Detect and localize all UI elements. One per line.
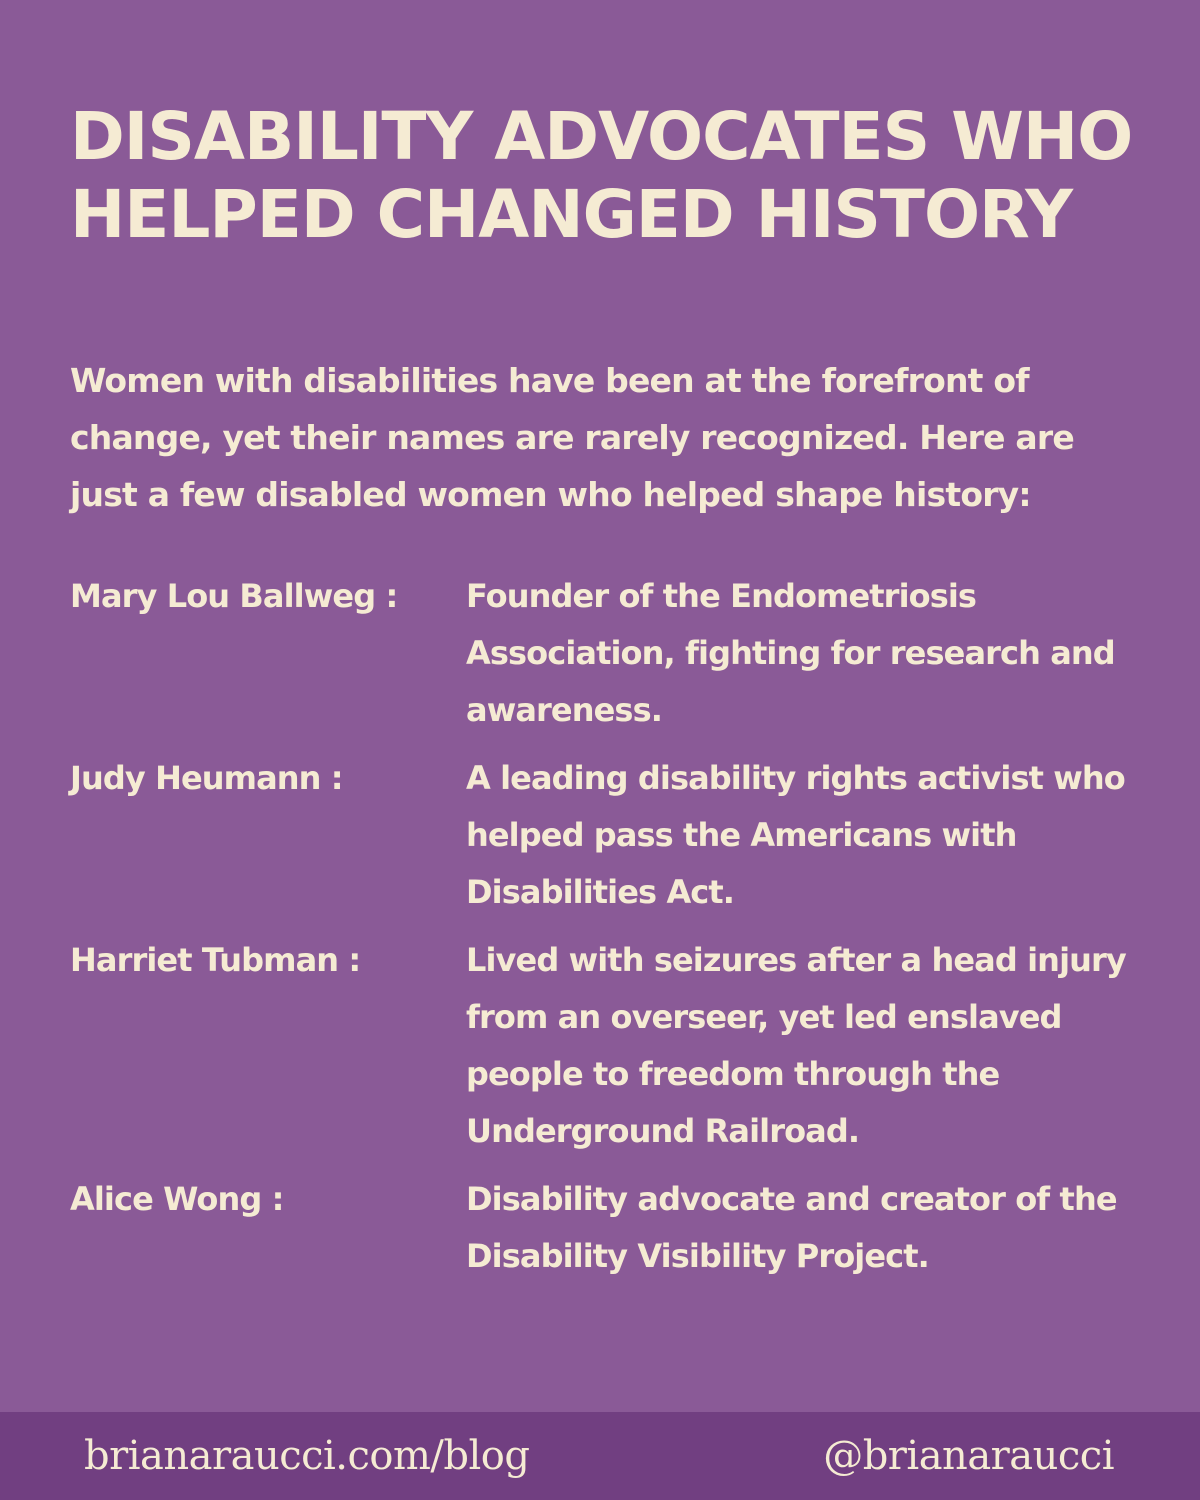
advocate-name: Alice Wong : <box>70 1180 284 1218</box>
footer-website-link[interactable]: brianaraucci.com/blog <box>84 1433 530 1479</box>
footer-bar <box>0 1412 1200 1500</box>
advocate-name: Mary Lou Ballweg : <box>70 577 398 615</box>
advocate-name: Harriet Tubman : <box>70 941 361 979</box>
advocate-entry <box>70 932 1160 1160</box>
advocate-entry <box>70 568 1160 739</box>
footer-social-handle[interactable]: @brianaraucci <box>823 1433 1114 1479</box>
advocate-entry <box>70 1171 1160 1285</box>
page-title: DISABILITY ADVOCATES WHO HELPED CHANGED HISTORY <box>70 98 1133 253</box>
advocate-description: Founder of the Endometriosis Association, fighting for research and awareness. <box>466 577 1115 729</box>
advocate-description: A leading disability rights activist who helped pass the Americans with Disabilities Act. <box>466 759 1125 911</box>
advocate-name: Judy Heumann : <box>70 759 343 797</box>
intro-paragraph: Women with disabilities have been at the forefront of change, yet their names are rarely recognized. Here are just a few disabled women who helped shape history: <box>70 361 1074 514</box>
advocates-list <box>70 568 1160 1296</box>
advocate-description: Disability advocate and creator of the Disability Visibility Project. <box>466 1180 1117 1275</box>
advocate-description: Lived with seizures after a head injury from an overseer, yet led enslaved people to freedom through the Underground Railroad. <box>466 941 1126 1150</box>
advocate-entry <box>70 750 1160 921</box>
